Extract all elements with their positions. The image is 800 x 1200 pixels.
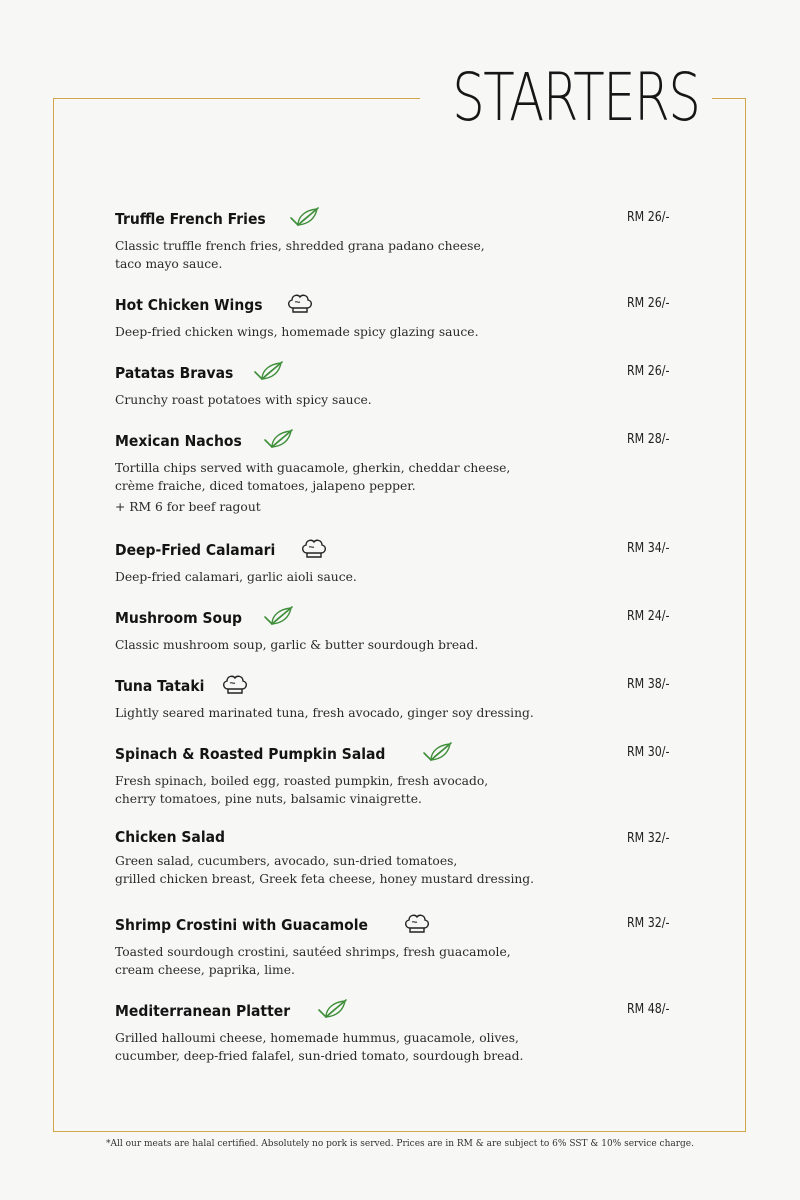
menu-item-price: RM 32/- [627,831,670,846]
menu-item [115,827,695,888]
menu-item-header [115,537,695,563]
chef-hat-icon [299,537,329,563]
menu-item-header [115,292,695,318]
menu-item-header [115,673,695,699]
menu-item-description: Lightly seared marinated tuna, fresh avocado, ginger soy dressing. [115,706,534,720]
menu-item-header [115,428,695,454]
menu-item-price: RM 26/- [627,296,670,311]
menu-item-header [115,912,695,938]
menu-item-price: RM 24/- [627,609,670,624]
menu-item [115,605,695,655]
menu-item-description: Classic mushroom soup, garlic & butter sourdough bread. [115,638,479,652]
menu-item-header [115,741,695,767]
menu-item-description: Tortilla chips served with guacamole, gherkin, cheddar cheese, crème fraiche, diced tomatoes, jalapeno pepper. [115,461,511,493]
menu-item [115,292,695,342]
menu-item-name: Mushroom Soup [115,609,243,627]
menu-item-name: Spinach & Roasted Pumpkin Salad [115,745,386,763]
menu-item-name: Truffle French Fries [115,210,266,228]
menu-item-header [115,605,695,631]
menu-item [115,741,695,808]
section-title: STARTERS [452,59,700,136]
menu-item [115,537,695,587]
menu-item-name: Hot Chicken Wings [115,296,263,314]
menu-item-description: Classic truffle french fries, shredded grana padano cheese, taco mayo sauce. [115,239,485,271]
leaf-check-icon [262,428,294,454]
leaf-check-icon [288,206,320,232]
menu-item-name: Shrimp Crostini with Guacamole [115,916,369,934]
menu-item-header [115,360,695,386]
leaf-check-icon [316,998,348,1024]
menu-item-description: Grilled halloumi cheese, homemade hummus, guacamole, olives, cucumber, deep-fried falafel, sun-dried tomato, sourdough bread. [115,1031,524,1063]
menu-item-price: RM 48/- [627,1002,670,1017]
menu-item [115,360,695,410]
menu-item-description: Green salad, cucumbers, avocado, sun-dried tomatoes, grilled chicken breast, Greek feta cheese, honey mustard dressing. [115,854,535,886]
menu-item-description: Toasted sourdough crostini, sautéed shrimps, fresh guacamole, cream cheese, paprika, lime. [115,945,511,977]
menu-item-header [115,206,695,232]
menu-item-name: Deep-Fried Calamari [115,541,276,559]
menu-item [115,206,695,273]
menu-item-addon: + RM 6 for beef ragout [115,500,261,514]
leaf-check-icon [262,605,294,631]
menu-item [115,428,695,516]
menu-item [115,998,695,1065]
menu-item-name: Mediterranean Platter [115,1002,291,1020]
menu-item-name: Chicken Salad [115,828,226,846]
menu-item-price: RM 28/- [627,432,670,447]
chef-hat-icon [402,912,432,938]
menu-item [115,673,695,723]
menu-item-description: Deep-fried calamari, garlic aioli sauce. [115,570,357,584]
chef-hat-icon [285,292,315,318]
menu-item-header [115,998,695,1024]
menu-item-name: Patatas Bravas [115,364,234,382]
menu-item-price: RM 30/- [627,745,670,760]
footer-note: *All our meats are halal certified. Absolutely no pork is served. Prices are in RM & are subject to 6% SST & 10% service charge. [106,1139,694,1149]
menu-item-price: RM 34/- [627,541,670,556]
chef-hat-icon [220,673,250,699]
menu-item-price: RM 26/- [627,210,670,225]
leaf-check-icon [421,741,453,767]
menu-item-name: Mexican Nachos [115,432,242,450]
menu-item-price: RM 26/- [627,364,670,379]
menu-item-description: Crunchy roast potatoes with spicy sauce. [115,393,372,407]
menu-item-header [115,827,695,847]
leaf-check-icon [252,360,284,386]
menu-item [115,912,695,979]
menu-item-description: Deep-fried chicken wings, homemade spicy glazing sauce. [115,325,479,339]
menu-item-name: Tuna Tataki [115,677,205,695]
menu-item-price: RM 32/- [627,916,670,931]
menu-item-description: Fresh spinach, boiled egg, roasted pumpkin, fresh avocado, cherry tomatoes, pine nuts, balsamic vinaigrette. [115,774,489,806]
menu-item-price: RM 38/- [627,677,670,692]
